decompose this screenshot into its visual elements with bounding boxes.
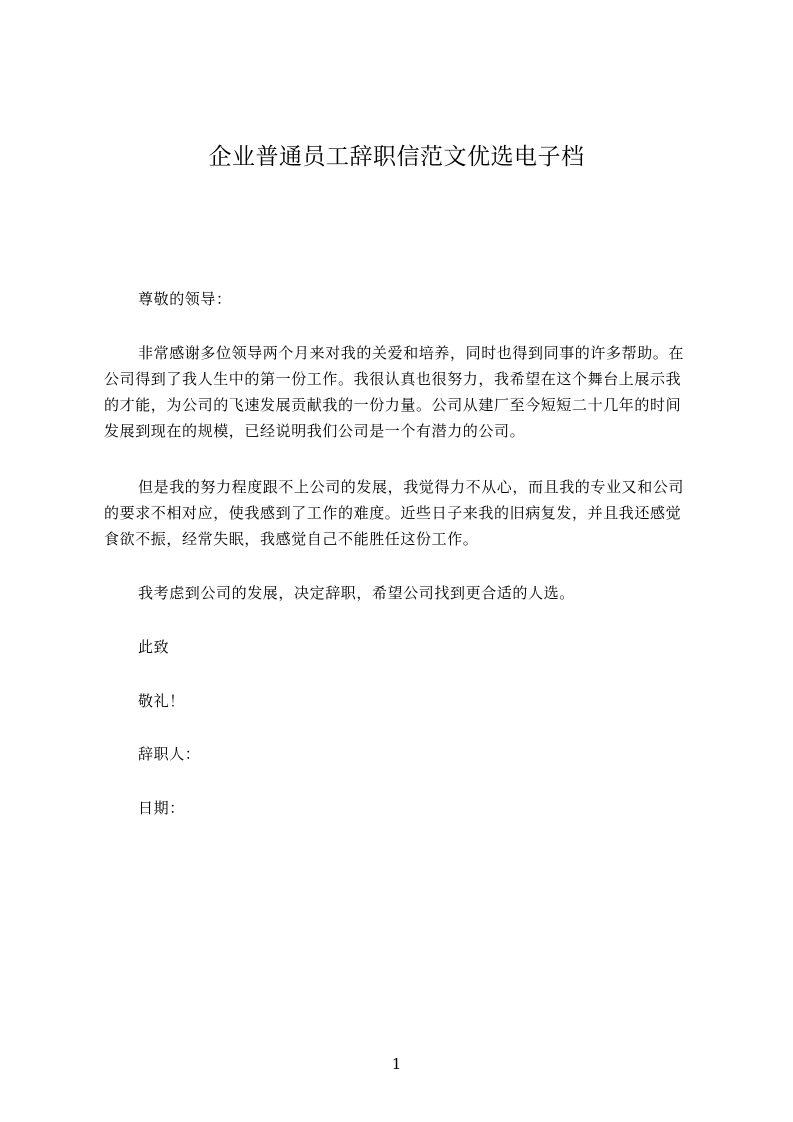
paragraph-decision	[104, 580, 704, 606]
date-label: 日期：	[138, 799, 185, 817]
page-number: 1	[391, 1055, 402, 1073]
paragraph-line: 公司得到了我人生中的第一份工作。我很认真也很努力，我希望在这个舞台上展示我	[104, 370, 682, 388]
closing-cizhi	[104, 634, 704, 660]
paragraph-line: 食欲不振，经常失眠，我感觉自己不能胜任这份工作。	[104, 530, 479, 548]
paragraph-line: 的才能，为公司的飞速发展贡献我的一份力量。公司从建厂至今短短二十几年的时间	[104, 396, 682, 414]
closing-text: 敬礼！	[138, 692, 185, 710]
paragraph-gratitude	[104, 340, 704, 444]
salutation-text: 尊敬的领导：	[138, 290, 232, 308]
paragraph-line: 非常感谢多位领导两个月来对我的关爱和培养，同时也得到同事的许多帮助。在	[138, 344, 685, 362]
closing-text: 此致	[138, 638, 170, 656]
paragraph-line: 我考虑到公司的发展，决定辞职，希望公司找到更合适的人选。	[138, 584, 575, 602]
date-line	[104, 795, 704, 821]
paragraph-line: 但是我的努力程度跟不上公司的发展，我觉得力不从心，而且我的专业又和公司	[138, 478, 685, 496]
document-title: 企业普通员工辞职信范文优选电子档	[208, 144, 585, 170]
paragraph-reason	[104, 474, 704, 552]
signature-line	[104, 741, 704, 767]
paragraph-line: 的要求不相对应，使我感到了工作的难度。近些日子来我的旧病复发，并且我还感觉	[104, 504, 682, 522]
signature-label: 辞职人：	[138, 745, 201, 763]
closing-jingli	[104, 688, 704, 714]
paragraph-line: 发展到现在的规模，已经说明我们公司是一个有潜力的公司。	[104, 422, 526, 440]
salutation	[104, 286, 704, 312]
